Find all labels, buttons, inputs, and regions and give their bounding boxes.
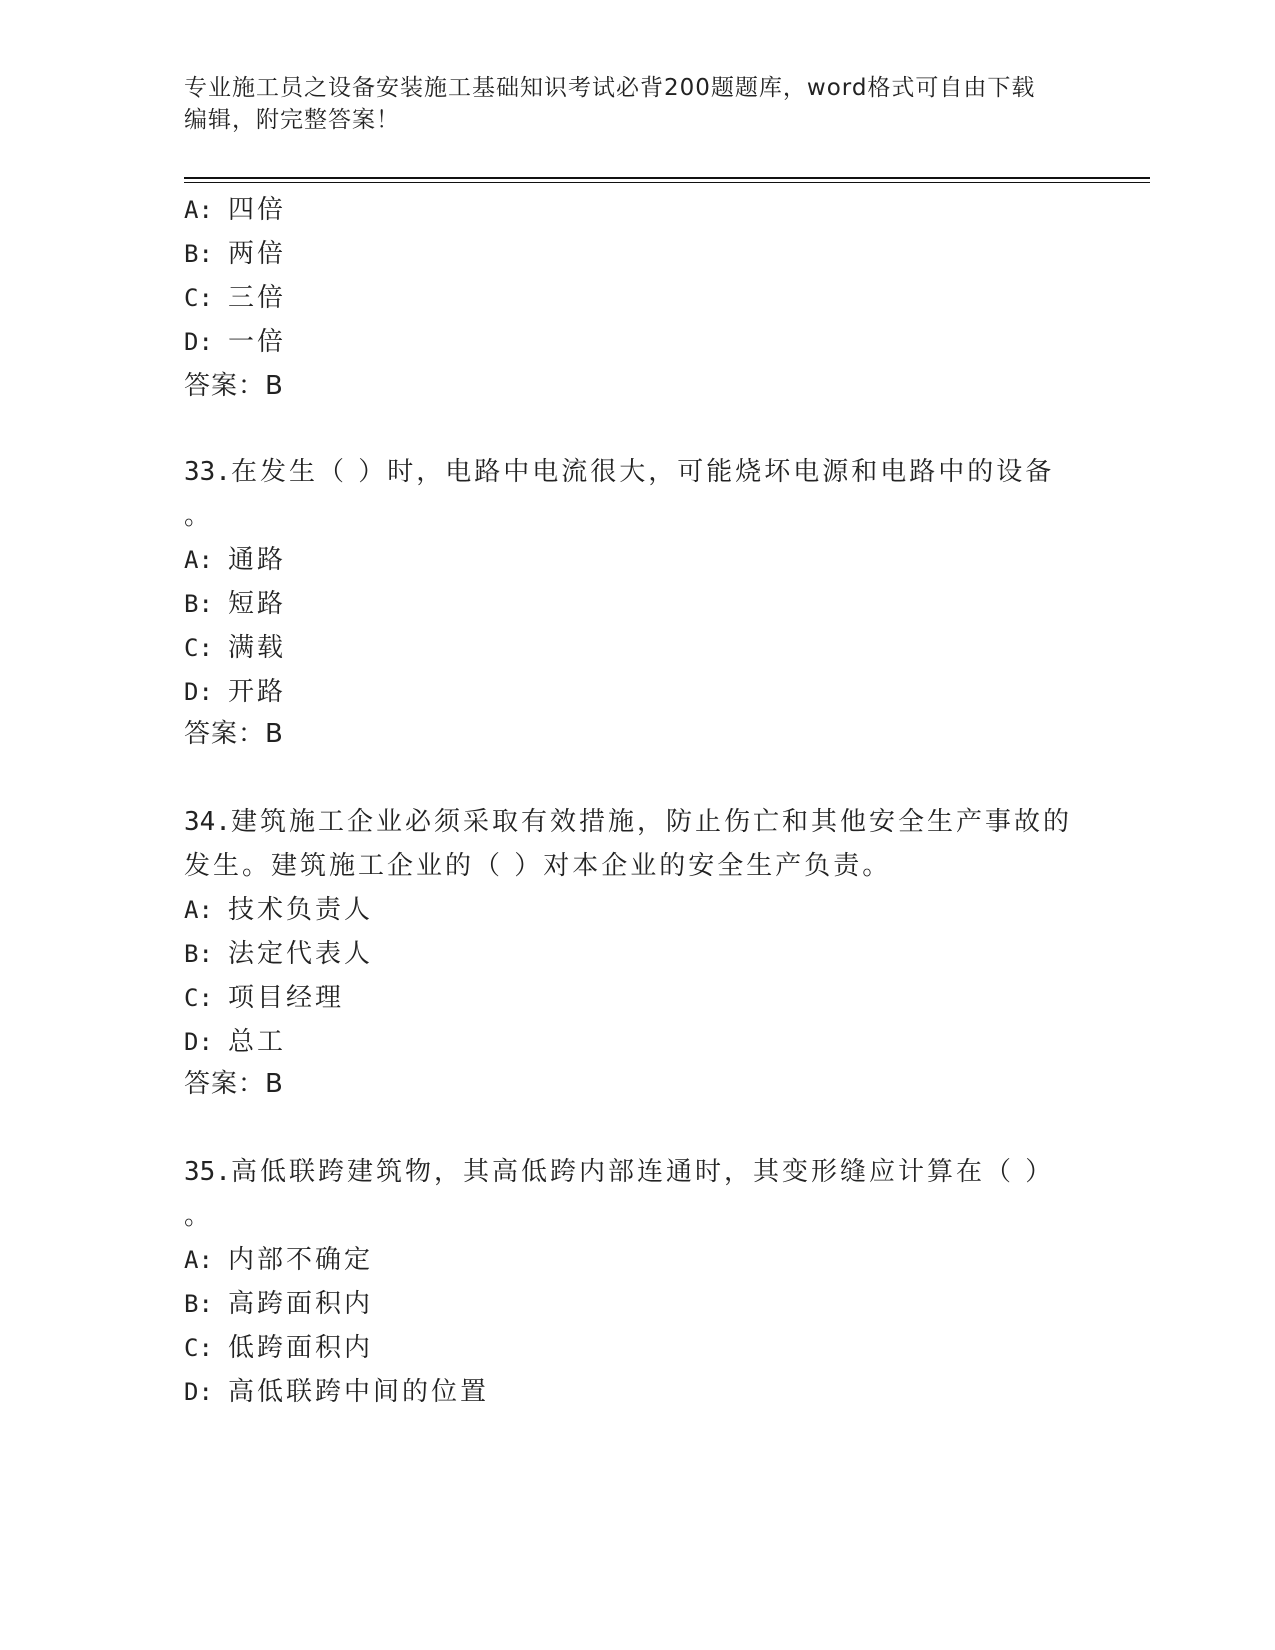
- q35-stem-line1: [184, 1156, 1054, 1188]
- q33-option-a: [184, 544, 286, 576]
- option-letter: A:: [184, 546, 213, 574]
- option-letter: C:: [184, 284, 213, 312]
- question-stem: 建筑施工企业必须采取有效措施，防止伤亡和其他安全生产事故的: [230, 807, 1072, 837]
- q34-stem-line2: 发生。建筑施工企业的（ ）对本企业的安全生产负责。: [184, 851, 892, 881]
- option-text: 内部不确定: [228, 1245, 374, 1275]
- q35-option-d: [184, 1376, 489, 1408]
- option-letter: D:: [184, 1378, 213, 1406]
- q33-stem-line2: 。: [184, 501, 214, 531]
- header-divider-thin: [184, 182, 1150, 183]
- option-letter: A:: [184, 1246, 213, 1274]
- option-letter: B:: [184, 940, 213, 968]
- option-letter: B:: [184, 240, 213, 268]
- q34-stem-line1: [184, 806, 1072, 838]
- q35-option-a: [184, 1244, 373, 1276]
- q32-option-b: [184, 238, 286, 270]
- header-title-line2: 编辑，附完整答案！: [184, 107, 400, 133]
- header-divider-thick: [184, 177, 1150, 179]
- option-text: 一倍: [228, 327, 287, 357]
- option-text: 三倍: [228, 283, 287, 313]
- q32-option-c: [184, 282, 286, 314]
- option-letter: C:: [184, 634, 213, 662]
- q33-answer: 答案：B: [184, 719, 284, 749]
- question-stem: 高低联跨建筑物，其高低跨内部连通时，其变形缝应计算在（ ）: [230, 1157, 1055, 1187]
- option-text: 两倍: [228, 239, 287, 269]
- option-text: 项目经理: [228, 983, 345, 1013]
- q32-option-d: [184, 326, 286, 358]
- option-letter: C:: [184, 984, 213, 1012]
- option-letter: B:: [184, 1290, 213, 1318]
- q33-stem-line1: [184, 456, 1054, 488]
- q34-option-b: [184, 938, 373, 970]
- q34-option-c: [184, 982, 344, 1014]
- option-text: 总工: [228, 1027, 287, 1057]
- q34-option-d: [184, 1026, 286, 1058]
- q35-option-c: [184, 1332, 373, 1364]
- option-text: 通路: [228, 545, 287, 575]
- q33-option-b: [184, 588, 286, 620]
- option-text: 技术负责人: [228, 895, 374, 925]
- option-letter: C:: [184, 1334, 213, 1362]
- option-text: 高跨面积内: [228, 1289, 374, 1319]
- option-text: 法定代表人: [228, 939, 374, 969]
- question-number: 33.: [184, 457, 231, 487]
- q35-stem-line2: 。: [184, 1201, 214, 1231]
- q32-answer: 答案：B: [184, 371, 284, 401]
- q34-option-a: [184, 894, 373, 926]
- option-letter: D:: [184, 678, 213, 706]
- option-text: 低跨面积内: [228, 1333, 374, 1363]
- document-header: [184, 72, 1064, 136]
- question-number: 34.: [184, 807, 231, 837]
- q32-option-a: [184, 194, 286, 226]
- option-letter: D:: [184, 1028, 213, 1056]
- option-letter: D:: [184, 328, 213, 356]
- option-text: 满载: [228, 633, 287, 663]
- option-letter: A:: [184, 196, 213, 224]
- q33-option-d: [184, 676, 286, 708]
- header-title-line1: 专业施工员之设备安装施工基础知识考试必背200题题库，word格式可自由下载: [184, 75, 1036, 101]
- q33-option-c: [184, 632, 286, 664]
- option-text: 短路: [228, 589, 287, 619]
- option-text: 四倍: [228, 195, 287, 225]
- question-stem: 在发生（ ）时，电路中电流很大，可能烧坏电源和电路中的设备: [230, 457, 1055, 487]
- option-text: 开路: [228, 677, 287, 707]
- option-text: 高低联跨中间的位置: [228, 1377, 490, 1407]
- q35-option-b: [184, 1288, 373, 1320]
- question-number: 35.: [184, 1157, 231, 1187]
- option-letter: A:: [184, 896, 213, 924]
- option-letter: B:: [184, 590, 213, 618]
- q34-answer: 答案：B: [184, 1069, 284, 1099]
